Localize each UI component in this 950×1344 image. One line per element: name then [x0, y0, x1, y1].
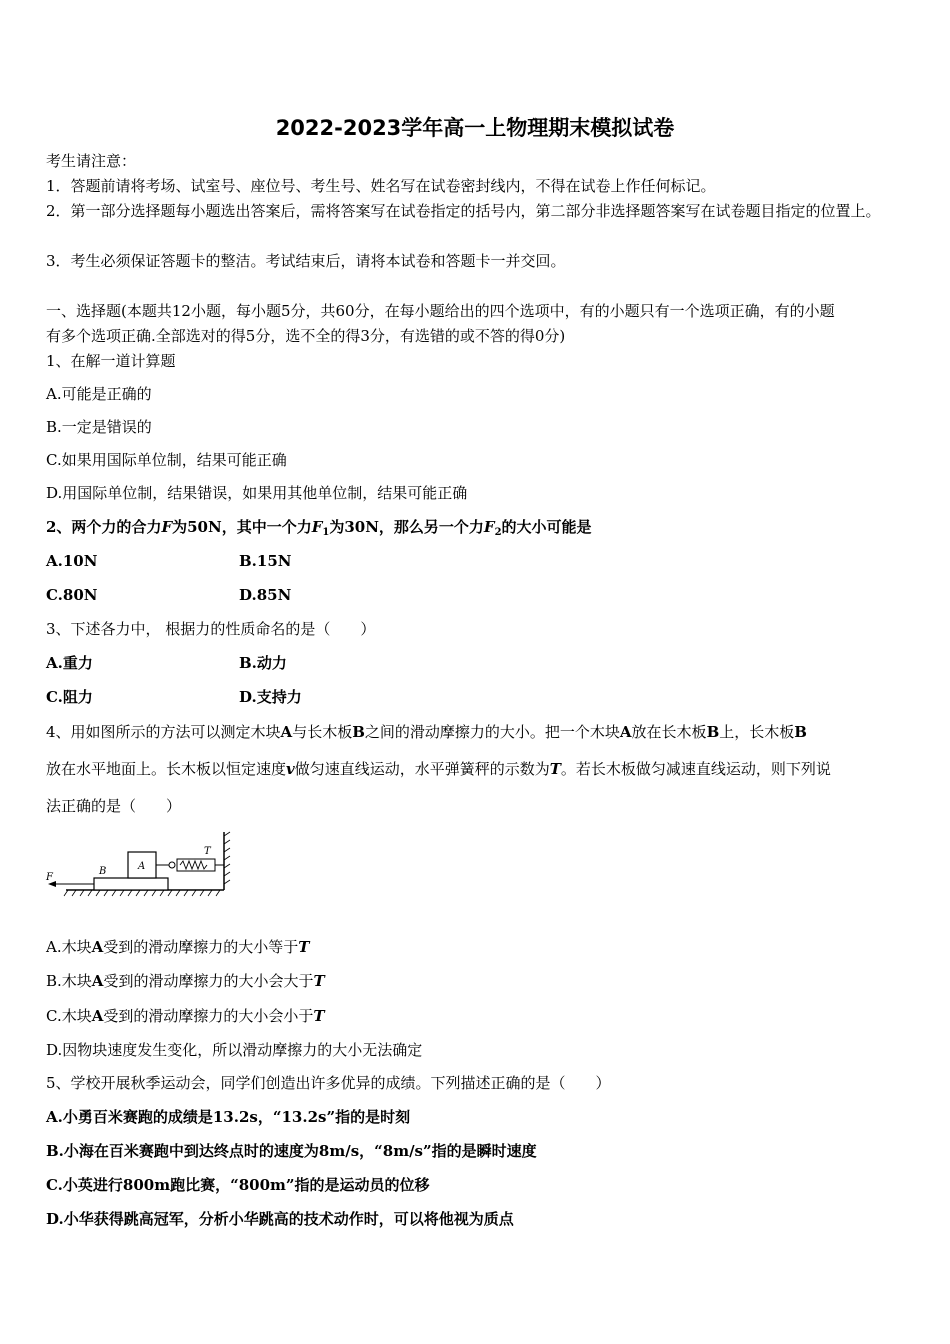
q3-option-a: A.重力 — [46, 654, 93, 672]
q1-option-d: D.用国际单位制，结果错误，如果用其他单位制，结果可能正确 — [46, 484, 468, 502]
label-b: B — [99, 866, 107, 877]
hook-ring — [169, 862, 175, 868]
q4-option-d: D.因物块速度发生变化，所以滑动摩擦力的大小无法确定 — [46, 1041, 423, 1059]
notice-heading: 考生请注意： — [46, 152, 137, 170]
q4-stem-line-2: 放在水平地面上。长木板以恒定速度v做匀速直线运动，水平弹簧秤的示数为T。若长木板做匀减速直线运动，则下列说 — [46, 760, 831, 778]
label-f: F — [46, 872, 53, 883]
section-instructions-line-2: 有多个选项正确.全部选对的得5分，选不全的得3分，有选错的或不答的得0分) — [46, 327, 566, 345]
q2-stem: 2、两个力的合力F为50N，其中一个力$F_1$为30N，那么另一个力$F_2$的大小可能是 — [46, 518, 592, 538]
label-t: T — [204, 846, 211, 857]
q5-option-c: C.小英进行800m跑比赛，“800m”指的是运动员的位移 — [46, 1176, 430, 1194]
friction-experiment-figure — [44, 828, 234, 900]
label-a: A — [138, 861, 146, 872]
q4-stem-line-3: 法正确的是（ ） — [46, 797, 182, 815]
notice-item-1: 1．答题前请将考场、试室号、座位号、考生号、姓名写在试卷密封线内，不得在试卷上作任何标记。 — [46, 177, 716, 195]
q4-option-a: A.木块A受到的滑动摩擦力的大小等于T — [46, 938, 310, 956]
q2-option-d: D.85N — [239, 586, 292, 604]
q2-option-a: A.10N — [46, 552, 98, 570]
board-b — [94, 878, 168, 890]
q3-stem: 3、下述各力中， 根据力的性质命名的是（ ） — [46, 620, 376, 638]
q1-option-a: A.可能是正确的 — [46, 385, 152, 403]
section-instructions-line-1: 一、选择题(本题共12小题，每小题5分，共60分，在每小题给出的四个选项中，有的小题只有一个选项正确，有的小题 — [46, 302, 835, 320]
q1-option-c: C.如果用国际单位制，结果可能正确 — [46, 451, 287, 469]
q5-option-a: A.小勇百米赛跑的成绩是13.2s，“13.2s”指的是时刻 — [46, 1108, 411, 1126]
q3-option-b: B.动力 — [239, 654, 287, 672]
q3-option-d: D.支持力 — [239, 688, 302, 706]
q2-option-c: C.80N — [46, 586, 98, 604]
page-title: 2022-2023学年高一上物理期末模拟试卷 — [275, 116, 675, 140]
q5-option-b: B.小海在百米赛跑中到达终点时的速度为8m/s，“8m/s”指的是瞬时速度 — [46, 1142, 537, 1160]
q2-option-b: B.15N — [239, 552, 292, 570]
q1-option-b: B.一定是错误的 — [46, 418, 152, 436]
q4-option-c: C.木块A受到的滑动摩擦力的大小会小于T — [46, 1007, 325, 1025]
q4-option-b: B.木块A受到的滑动摩擦力的大小会大于T — [46, 972, 325, 990]
ground-hatching — [64, 890, 220, 896]
notice-item-2: 2．第一部分选择题每小题选出答案后，需将答案写在试卷指定的括号内，第二部分非选择题答案写在试卷题目指定的位置上。 — [46, 202, 881, 220]
q1-stem: 1、在解一道计算题 — [46, 352, 176, 370]
q5-stem: 5、学校开展秋季运动会，同学们创造出许多优异的成绩。下列描述正确的是（ ） — [46, 1074, 611, 1092]
notice-item-3: 3．考生必须保证答题卡的整洁。考试结束后，请将本试卷和答题卡一并交回。 — [46, 252, 566, 270]
wall-hatching — [224, 832, 230, 884]
q5-option-d: D.小华获得跳高冠军，分析小华跳高的技术动作时，可以将他视为质点 — [46, 1210, 514, 1228]
q4-stem-line-1: 4、用如图所示的方法可以测定木块A与长木板B之间的滑动摩擦力的大小。把一个木块A放在长木板B上，长木板B — [46, 723, 807, 741]
q3-option-c: C.阻力 — [46, 688, 93, 706]
